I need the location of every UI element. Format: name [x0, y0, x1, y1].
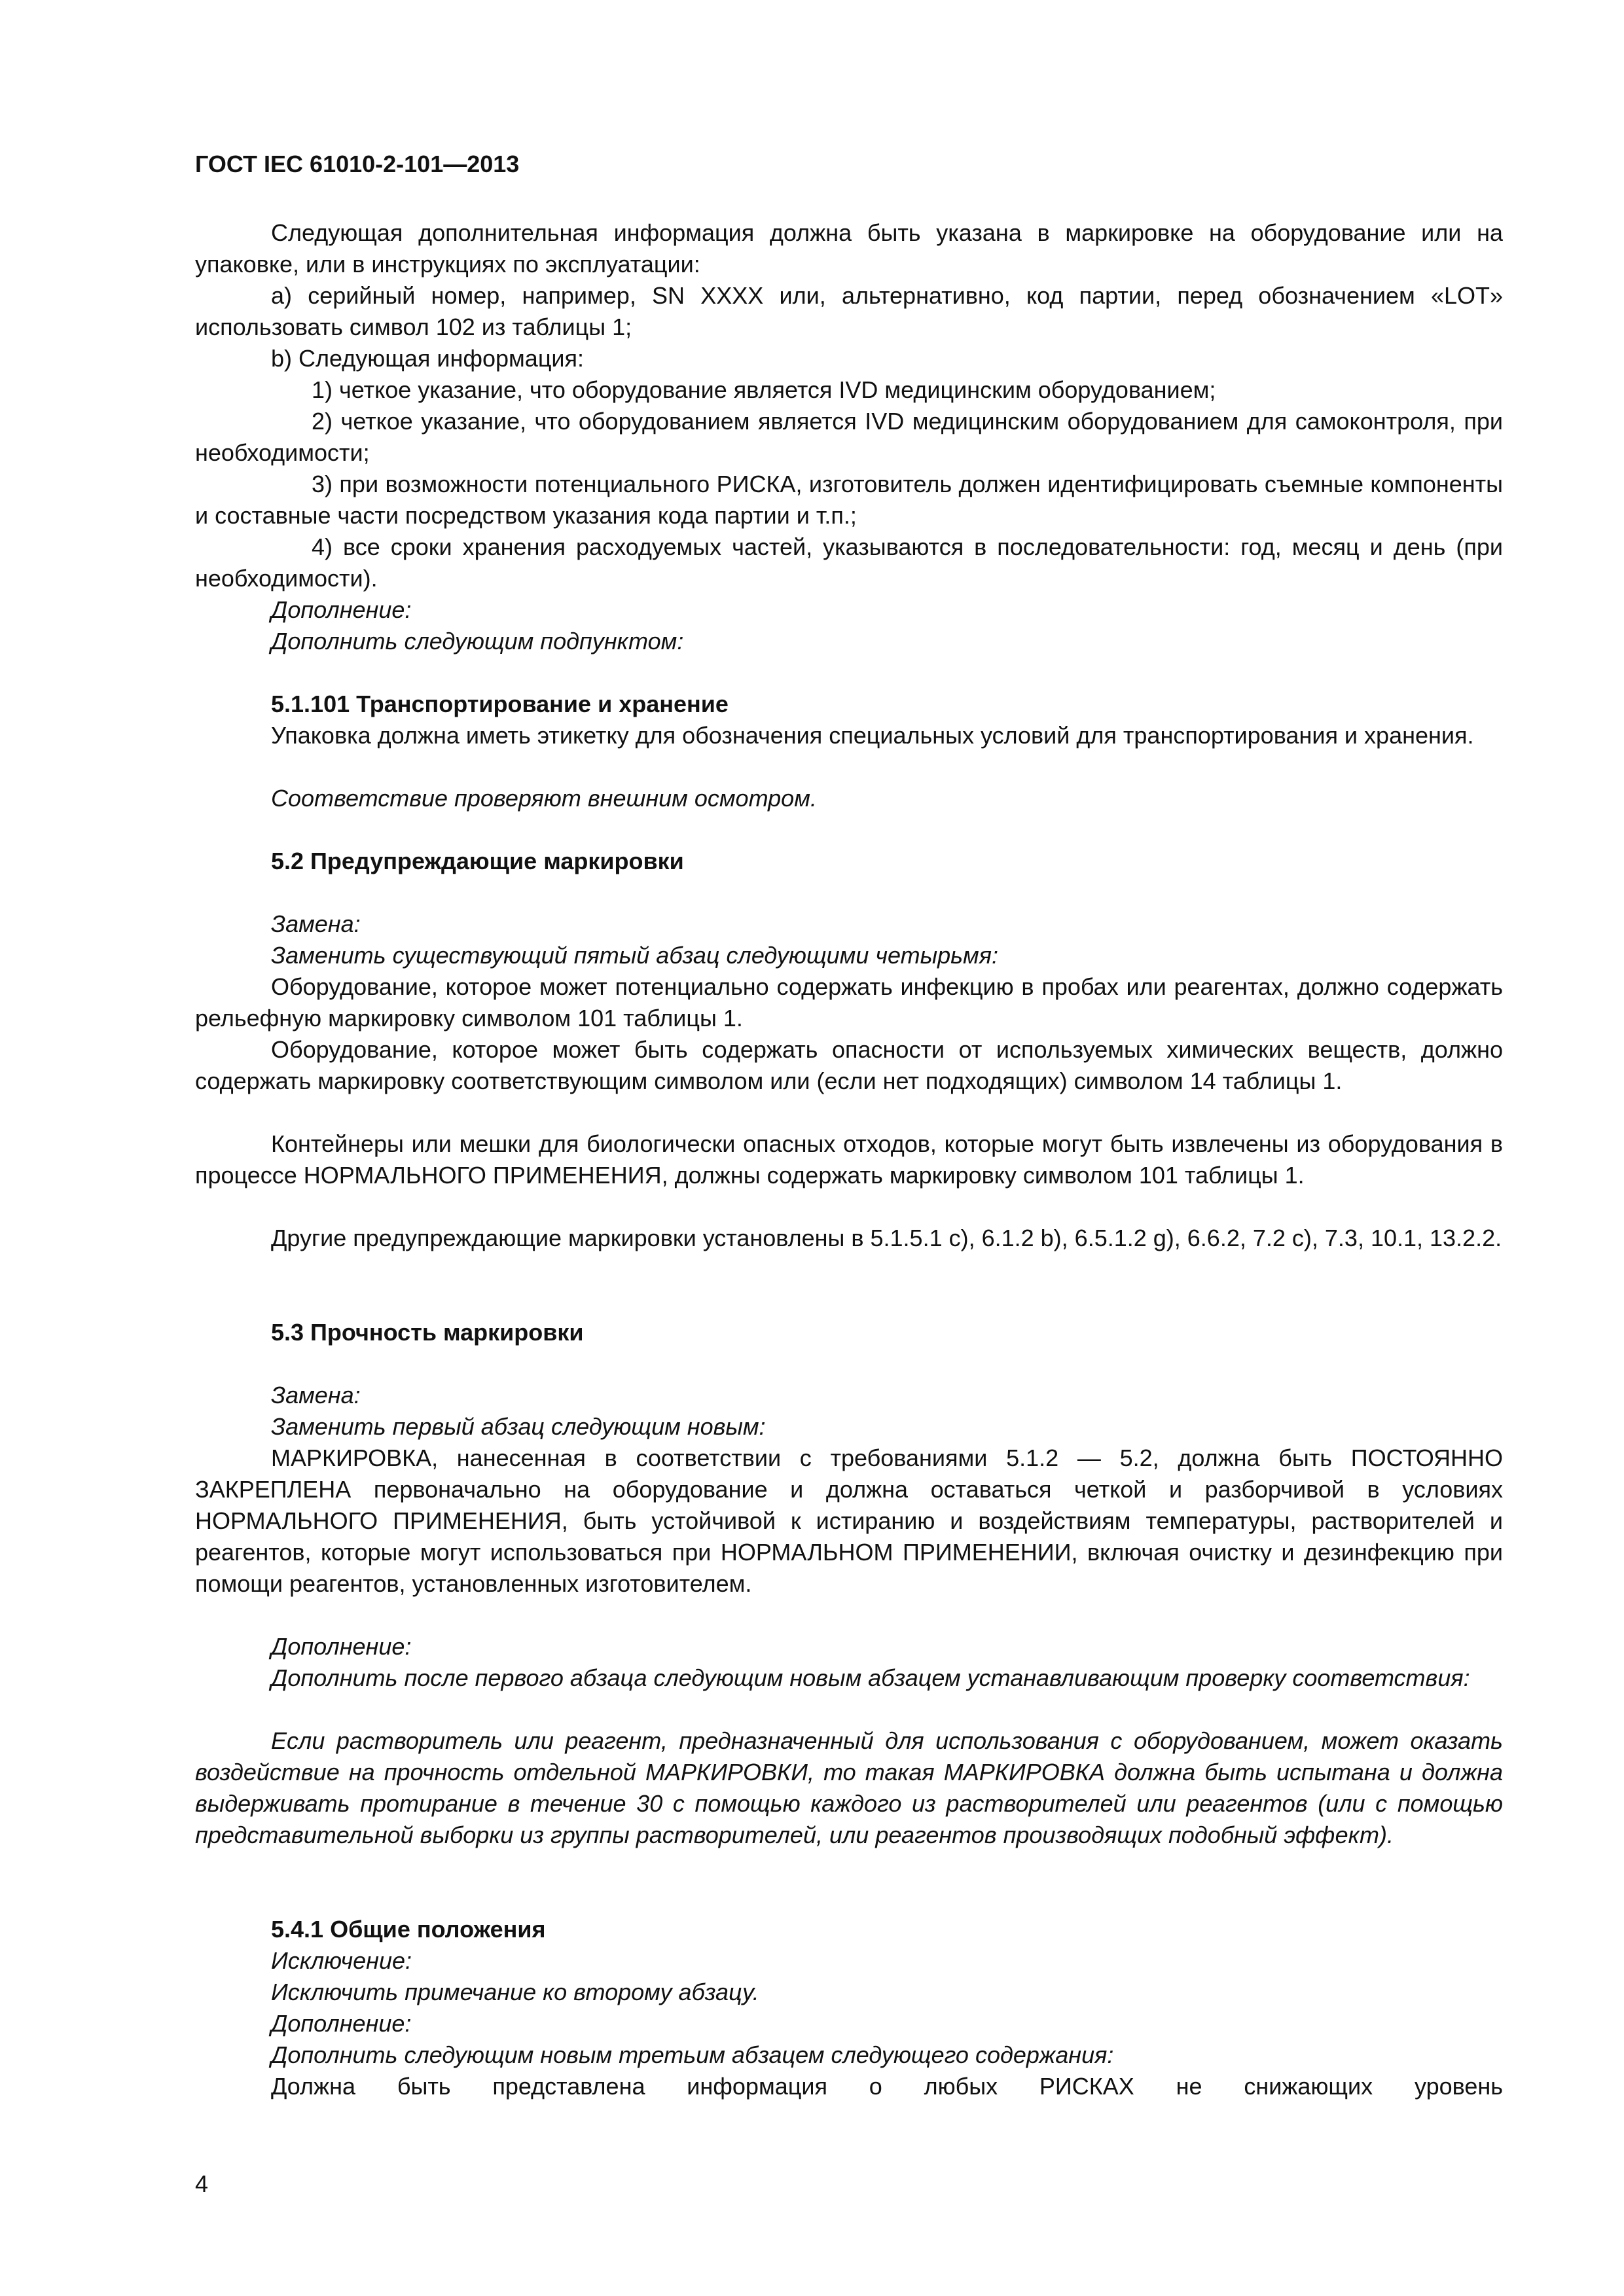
amendment-label-3: Дополнение: — [271, 2010, 412, 2037]
paragraph-item-a: а) серийный номер, например, SN XXXX или, альтернативно, код партии, перед обозначением «LOT» использовать символ 102 из таблицы 1; — [195, 282, 1503, 340]
amendment-instruction-3: Дополнить следующим новым третьим абзацем следующего содержания: — [271, 2041, 1114, 2068]
paragraph-intro: Следующая дополнительная информация должна быть указана в маркировке на оборудование или на упаковке, или в инструкциях по эксплуатации: — [195, 219, 1503, 278]
paragraph-item-b4: 4) все сроки хранения расходуемых частей, указываются в последовательности: год, месяц и день (при необходимости). — [195, 533, 1503, 592]
paragraph-last: Должна быть представлена информация о любых РИСКАХ не снижающих уровень — [271, 2073, 1503, 2100]
replacement-instruction-2: Заменить первый абзац следующим новым: — [271, 1413, 766, 1440]
page-number: 4 — [195, 2170, 209, 2197]
exclusion-label: Исключение: — [271, 1947, 412, 1974]
paragraph-item-b1: 1) четкое указание, что оборудование является IVD медицинским оборудованием; — [312, 376, 1216, 403]
section-heading-5-2: 5.2 Предупреждающие маркировки — [271, 848, 684, 874]
paragraph-packaging: Упаковка должна иметь этикетку для обозначения специальных условий для транспортирования и хранения. — [271, 722, 1474, 749]
amendment-instruction: Дополнить следующим подпунктом: — [271, 628, 684, 655]
paragraph-compliance-check: Соответствие проверяют внешним осмотром. — [271, 785, 817, 812]
paragraph-warning-2: Оборудование, которое может быть содержать опасности от используемых химических веществ, должно содержать маркировку соответствующим символом или (если нет подходящих) символом 14 таблицы 1. — [195, 1036, 1503, 1094]
amendment-label: Дополнение: — [271, 596, 412, 623]
paragraph-solvent-test: Если растворитель или реагент, предназначенный для использования с оборудованием, может оказать воздействие на прочность отдельной МАРКИРОВКИ, то такая МАРКИРОВКА должна быть испытана и должна выдерживать протирание в течение 30 с помощью каждого из растворителей или реагентов (или с помощью представительной выборки из группы растворителей, или реагентов производящих подобный эффект). — [195, 1727, 1503, 1848]
paragraph-marking-durability: МАРКИРОВКА, нанесенная в соответствии с требованиями 5.1.2 — 5.2, должна быть ПОСТОЯННО ЗАКРЕПЛЕНА первоначально на оборудование и должна оставаться четкой и разборчивой в условиях НОРМАЛЬНОГО ПРИМЕНЕНИЯ, быть устойчивой к истиранию и воздействиям температуры, растворителей и реагентов, которые могут использоваться при НОРМАЛЬНОМ ПРИМЕНЕНИИ, включая очистку и дезинфекцию при помощи реагентов, установленных изготовителем. — [195, 1444, 1503, 1597]
paragraph-warning-3: Контейнеры или мешки для биологически опасных отходов, которые могут быть извлечены из оборудования в процессе НОРМАЛЬНОГО ПРИМЕНЕНИЯ, должны содержать маркировку символом 101 таблицы 1. — [195, 1130, 1503, 1189]
paragraph-item-b2: 2) четкое указание, что оборудованием является IVD медицинским оборудованием для самоконтроля, при необходимости; — [195, 408, 1503, 466]
amendment-instruction-2: Дополнить после первого абзаца следующим новым абзацем устанавливающим проверку соответствия: — [271, 1664, 1470, 1691]
replacement-label: Замена: — [271, 910, 361, 937]
section-heading-5-1-101: 5.1.101 Транспортирование и хранение — [271, 691, 729, 717]
section-heading-5-3: 5.3 Прочность маркировки — [271, 1319, 584, 1346]
document-header: ГОСТ IEC 61010-2-101—2013 — [195, 151, 520, 177]
paragraph-item-b3: 3) при возможности потенциального РИСКА, изготовитель должен идентифицировать съемные компоненты и составные части посредством указания кода партии и т.п.; — [195, 471, 1503, 529]
section-heading-5-4-1: 5.4.1 Общие положения — [271, 1916, 546, 1943]
amendment-label-2: Дополнение: — [271, 1633, 412, 1660]
replacement-instruction: Заменить существующий пятый абзац следующими четырьмя: — [271, 942, 998, 969]
replacement-label-2: Замена: — [271, 1382, 361, 1408]
paragraph-warning-1: Оборудование, которое может потенциально содержать инфекцию в пробах или реагентах, должно содержать рельефную маркировку символом 101 таблицы 1. — [195, 973, 1503, 1031]
paragraph-warning-4: Другие предупреждающие маркировки установлены в 5.1.5.1 с), 6.1.2 b), 6.5.1.2 g), 6.6.2, 7.2 с), 7.3, 10.1, 13.2.2. — [271, 1225, 1502, 1251]
paragraph-item-b: b) Следующая информация: — [271, 345, 585, 372]
exclusion-instruction: Исключить примечание ко второму абзацу. — [271, 1979, 759, 2005]
